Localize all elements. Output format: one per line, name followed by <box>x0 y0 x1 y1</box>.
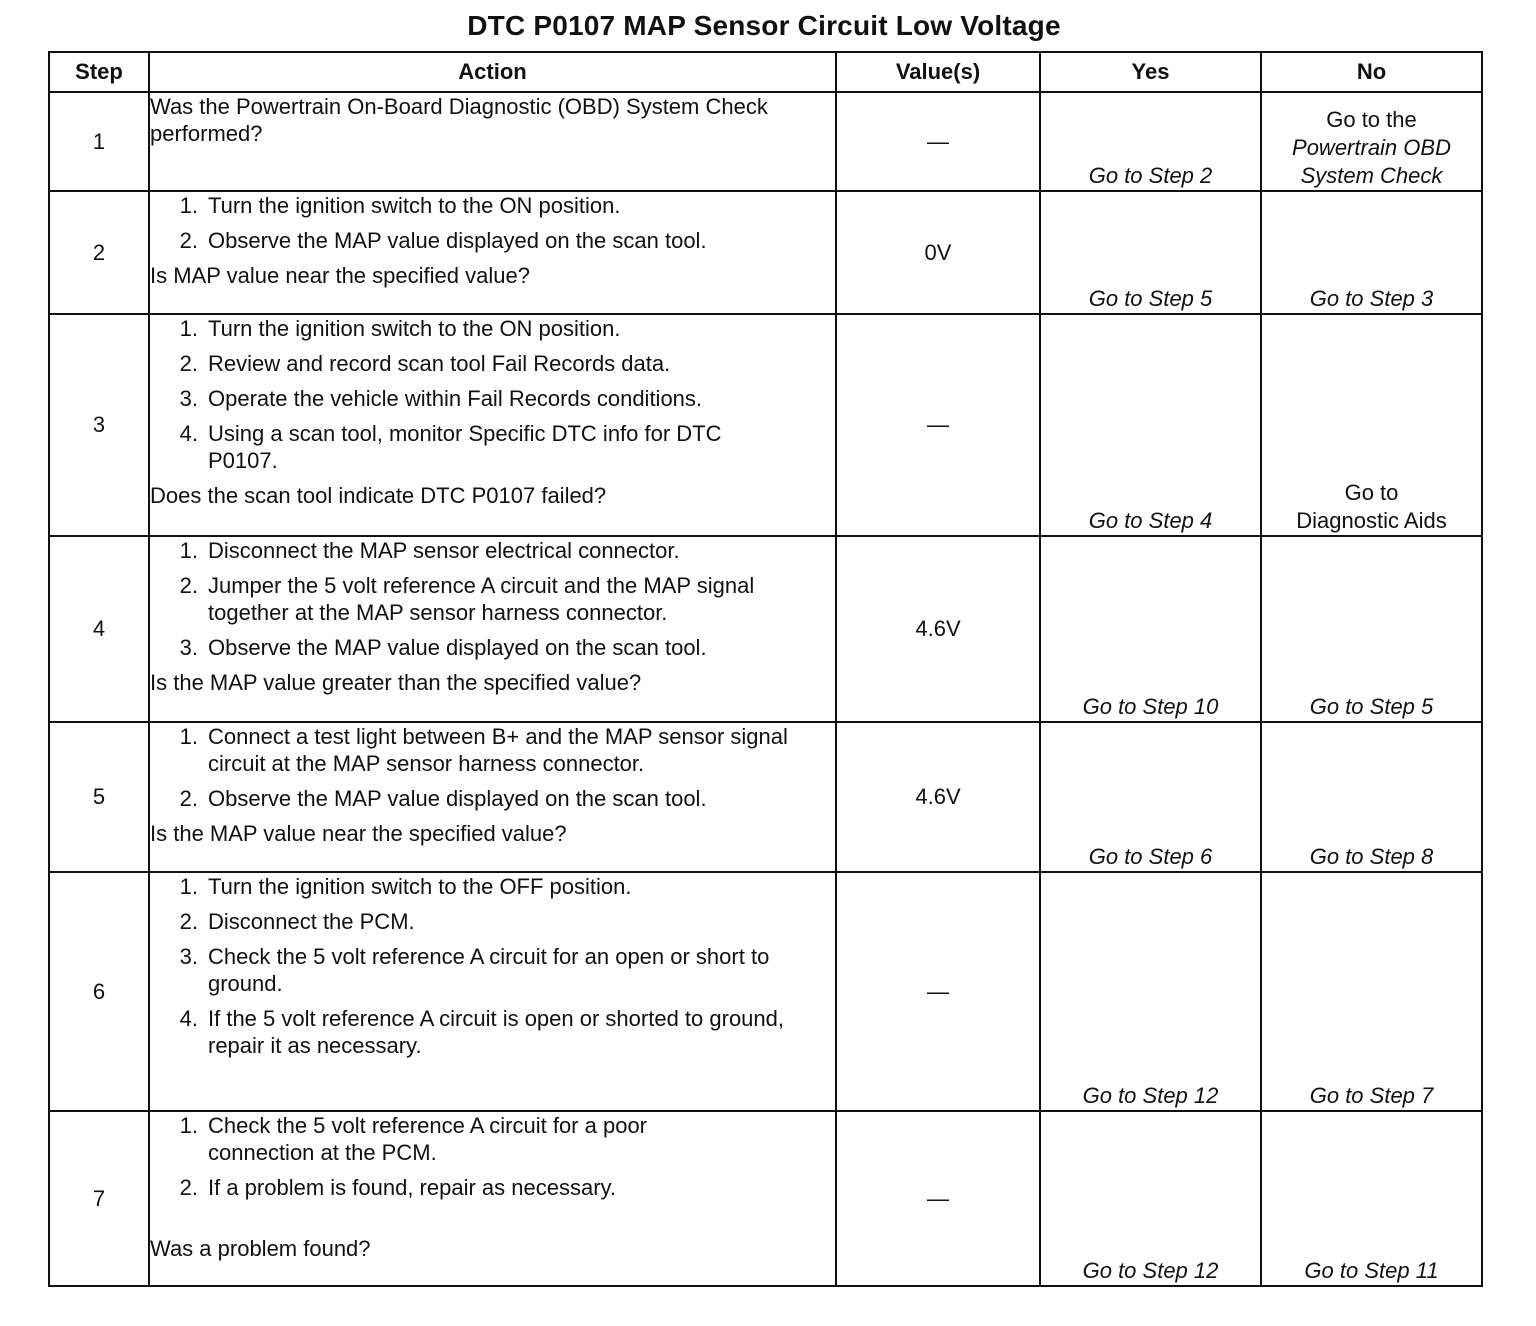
step-number: 4 <box>49 536 149 722</box>
substep-number: 3. <box>179 635 198 660</box>
substep-text: Turn the ignition switch to the OFF position. <box>208 874 632 899</box>
document-title: DTC P0107 MAP Sensor Circuit Low Voltage <box>467 10 1061 41</box>
yes-cell: Go to Step 12 <box>1040 872 1261 1111</box>
substep-list <box>150 192 835 254</box>
yes-cell: Go to Step 6 <box>1040 722 1261 872</box>
substep-text: Check the 5 volt reference A circuit for an open or short to ground. <box>208 944 770 996</box>
substep-text: Observe the MAP value displayed on the scan tool. <box>208 635 707 660</box>
substep-number: 2. <box>179 573 198 598</box>
action-cell <box>149 191 836 314</box>
action-question: Is the MAP value greater than the specified value? <box>150 670 642 695</box>
substep-list <box>150 537 835 661</box>
substep-item <box>150 420 835 474</box>
substep-text: Disconnect the PCM. <box>208 909 415 934</box>
action-cell <box>149 722 836 872</box>
no-cell: Go to Step 11 <box>1261 1111 1482 1286</box>
substep-number: 4. <box>179 1006 198 1031</box>
action-cell <box>149 92 836 191</box>
substep-item <box>150 1112 835 1166</box>
substep-item <box>150 315 835 342</box>
substep-text: Observe the MAP value displayed on the scan tool. <box>208 228 707 253</box>
action-question: Is the MAP value near the specified value? <box>150 821 567 846</box>
yes-cell: Go to Step 12 <box>1040 1111 1261 1286</box>
action-question: Was the Powertrain On-Board Diagnostic (OBD) System Check performed? <box>150 94 768 146</box>
yes-cell: Go to Step 10 <box>1040 536 1261 722</box>
substep-list <box>150 873 835 1059</box>
substep-item <box>150 572 835 626</box>
substep-number: 2. <box>179 786 198 811</box>
value-cell: — <box>836 872 1040 1111</box>
substep-item <box>150 943 835 997</box>
header-yes: Yes <box>1040 52 1261 92</box>
substep-item <box>150 192 835 219</box>
substep-text: Check the 5 volt reference A circuit for a poor connection at the PCM. <box>208 1113 648 1165</box>
substep-text: If a problem is found, repair as necessary. <box>208 1175 617 1200</box>
yes-cell: Go to Step 5 <box>1040 191 1261 314</box>
no-cell: Go to Step 3 <box>1261 191 1482 314</box>
substep-item <box>150 873 835 900</box>
action-question: Was a problem found? <box>150 1236 371 1261</box>
header-step: Step <box>49 52 149 92</box>
table-header-row <box>49 52 1482 92</box>
step-number: 1 <box>49 92 149 191</box>
value-cell: 0V <box>836 191 1040 314</box>
table-row <box>49 92 1482 191</box>
yes-cell: Go to Step 2 <box>1040 92 1261 191</box>
table-row <box>49 1111 1482 1286</box>
substep-number: 2. <box>179 228 198 253</box>
no-cell: Go to Step 5 <box>1261 536 1482 722</box>
substep-number: 2. <box>179 351 198 376</box>
substep-list <box>150 1112 835 1201</box>
substep-number: 1. <box>179 193 198 218</box>
spacer <box>150 1209 835 1235</box>
substep-text: Turn the ignition switch to the ON position. <box>208 316 621 341</box>
substep-text: Observe the MAP value displayed on the scan tool. <box>208 786 707 811</box>
step-number: 2 <box>49 191 149 314</box>
table-row <box>49 722 1482 872</box>
substep-item <box>150 227 835 254</box>
substep-number: 3. <box>179 944 198 969</box>
no-line: Diagnostic Aids <box>1296 508 1447 533</box>
action-question: Does the scan tool indicate DTC P0107 failed? <box>150 483 607 508</box>
no-line: Powertrain OBD <box>1292 135 1451 160</box>
substep-item <box>150 385 835 412</box>
header-action: Action <box>149 52 836 92</box>
substep-item <box>150 537 835 564</box>
substep-text: Jumper the 5 volt reference A circuit and the MAP signal together at the MAP sensor harness connector. <box>208 573 755 625</box>
step-number: 3 <box>49 314 149 536</box>
action-cell <box>149 872 836 1111</box>
value-cell: 4.6V <box>836 722 1040 872</box>
no-cell <box>1261 314 1482 536</box>
substep-number: 2. <box>179 1175 198 1200</box>
substep-list <box>150 723 835 812</box>
table-row <box>49 314 1482 536</box>
substep-number: 1. <box>179 724 198 749</box>
yes-cell: Go to Step 4 <box>1040 314 1261 536</box>
substep-item <box>150 1005 835 1059</box>
substep-item <box>150 908 835 935</box>
step-number: 5 <box>49 722 149 872</box>
substep-item <box>150 723 835 777</box>
substep-number: 3. <box>179 386 198 411</box>
substep-number: 1. <box>179 874 198 899</box>
substep-text: Review and record scan tool Fail Records data. <box>208 351 671 376</box>
substep-item <box>150 1174 835 1201</box>
value-cell: — <box>836 1111 1040 1286</box>
table-row <box>49 191 1482 314</box>
substep-text: Turn the ignition switch to the ON position. <box>208 193 621 218</box>
substep-item <box>150 350 835 377</box>
substep-text: If the 5 volt reference A circuit is open or shorted to ground, repair it as necessary. <box>208 1006 784 1058</box>
substep-number: 2. <box>179 909 198 934</box>
substep-list <box>150 315 835 474</box>
no-cell: Go to Step 7 <box>1261 872 1482 1111</box>
substep-text: Operate the vehicle within Fail Records conditions. <box>208 386 703 411</box>
table-body <box>49 92 1482 1286</box>
diagnostic-table <box>48 51 1483 1287</box>
action-cell <box>149 314 836 536</box>
substep-number: 1. <box>179 1113 198 1138</box>
action-cell <box>149 536 836 722</box>
no-line: Go to the <box>1326 107 1417 132</box>
value-cell: 4.6V <box>836 536 1040 722</box>
no-cell <box>1261 92 1482 191</box>
substep-number: 1. <box>179 316 198 341</box>
table-row <box>49 536 1482 722</box>
step-number: 6 <box>49 872 149 1111</box>
no-line: System Check <box>1300 163 1443 188</box>
header-values: Value(s) <box>836 52 1040 92</box>
value-cell: — <box>836 314 1040 536</box>
value-cell: — <box>836 92 1040 191</box>
substep-number: 4. <box>179 421 198 446</box>
header-no: No <box>1261 52 1482 92</box>
table-row <box>49 872 1482 1111</box>
action-question: Is MAP value near the specified value? <box>150 263 530 288</box>
no-line: Go to <box>1344 480 1399 505</box>
action-cell <box>149 1111 836 1286</box>
substep-text: Connect a test light between B+ and the MAP sensor signal circuit at the MAP sensor harness connector. <box>208 724 788 776</box>
substep-text: Using a scan tool, monitor Specific DTC info for DTC P0107. <box>208 421 722 473</box>
substep-item <box>150 785 835 812</box>
substep-text: Disconnect the MAP sensor electrical connector. <box>208 538 680 563</box>
substep-item <box>150 634 835 661</box>
substep-number: 1. <box>179 538 198 563</box>
step-number: 7 <box>49 1111 149 1286</box>
no-cell: Go to Step 8 <box>1261 722 1482 872</box>
